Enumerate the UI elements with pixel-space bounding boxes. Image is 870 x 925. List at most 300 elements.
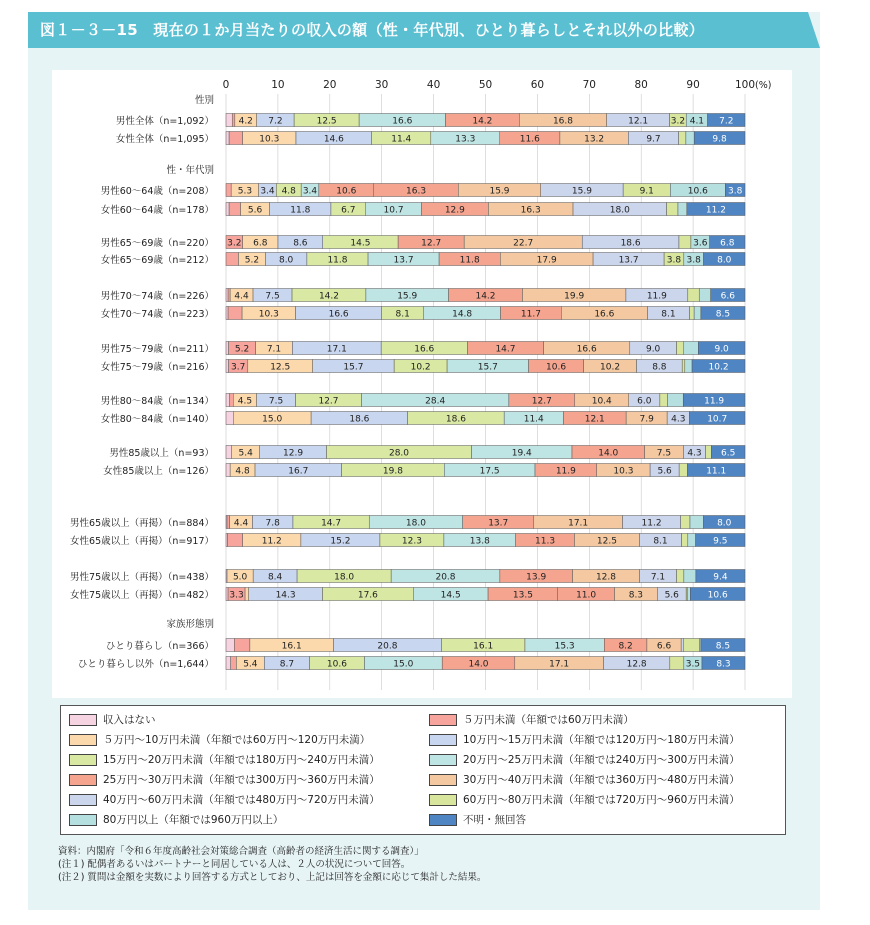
data-label: 6.8 bbox=[720, 238, 735, 249]
legend-item bbox=[69, 792, 380, 807]
bar-segment bbox=[226, 132, 229, 145]
data-label: 18.0 bbox=[334, 572, 355, 583]
data-label: 11.8 bbox=[459, 255, 480, 266]
legend-swatch bbox=[429, 794, 457, 806]
data-label: 16.8 bbox=[552, 116, 574, 127]
data-label: 3.4 bbox=[302, 186, 318, 197]
data-label: 14.8 bbox=[452, 309, 473, 320]
data-label: 6.8 bbox=[253, 238, 268, 249]
data-label: 13.7 bbox=[393, 255, 414, 266]
data-label: 11.2 bbox=[641, 518, 662, 529]
bar-segment bbox=[234, 639, 250, 652]
bar-segment bbox=[229, 132, 242, 145]
legend bbox=[60, 705, 786, 835]
data-label: 10.6 bbox=[687, 186, 708, 197]
data-label: 8.1 bbox=[661, 309, 676, 320]
bar-segment bbox=[687, 588, 690, 601]
data-label: 12.7 bbox=[421, 238, 442, 249]
x-tick-label: 80 bbox=[634, 79, 648, 91]
data-label: 10.7 bbox=[707, 414, 728, 425]
data-label: 5.6 bbox=[247, 205, 263, 216]
bar-segment bbox=[226, 588, 228, 601]
bar-segment bbox=[226, 394, 230, 407]
legend-swatch bbox=[69, 734, 97, 746]
data-label: 10.3 bbox=[258, 309, 279, 320]
data-label: 18.6 bbox=[620, 238, 641, 249]
data-label: 9.7 bbox=[646, 134, 661, 145]
bar-segment bbox=[706, 446, 712, 459]
row-label: 男性85歳以上（n=93） bbox=[109, 448, 214, 459]
data-label: 15.9 bbox=[489, 186, 510, 197]
data-label: 12.5 bbox=[270, 362, 291, 373]
bar-segment bbox=[688, 534, 696, 547]
data-label: 7.1 bbox=[266, 344, 282, 355]
bar-segment bbox=[228, 307, 242, 320]
data-label: 11.9 bbox=[704, 396, 725, 407]
bar-segment bbox=[684, 570, 696, 583]
data-label: 15.7 bbox=[477, 362, 498, 373]
data-label: 16.1 bbox=[473, 641, 494, 652]
data-label: 12.5 bbox=[316, 116, 337, 127]
data-label: 4.3 bbox=[687, 448, 702, 459]
data-label: 14.7 bbox=[321, 518, 342, 529]
bar-segment bbox=[676, 342, 683, 355]
data-label: 14.2 bbox=[318, 291, 339, 302]
data-label: 8.3 bbox=[716, 659, 731, 670]
data-label: 14.0 bbox=[468, 659, 489, 670]
data-label: 9.5 bbox=[713, 536, 728, 547]
data-label: 9.4 bbox=[713, 572, 728, 583]
bar-segment bbox=[226, 446, 232, 459]
bar-segment bbox=[227, 516, 230, 529]
legend-swatch bbox=[69, 754, 97, 766]
bar-segment bbox=[226, 307, 228, 320]
legend-item bbox=[69, 712, 156, 727]
legend-item bbox=[429, 752, 740, 767]
legend-label: 60万円〜80万円未満（年額では720万円〜960万円未満） bbox=[463, 794, 740, 806]
data-label: 18.6 bbox=[349, 414, 370, 425]
data-label: 9.1 bbox=[639, 186, 654, 197]
data-label: 8.7 bbox=[279, 659, 295, 670]
data-label: 15.9 bbox=[397, 291, 418, 302]
data-label: 4.8 bbox=[281, 186, 296, 197]
data-label: 5.4 bbox=[243, 659, 258, 670]
bar-segment bbox=[679, 464, 687, 477]
legend-item bbox=[429, 732, 740, 747]
data-label: 7.2 bbox=[268, 116, 283, 127]
row-label: 男性80〜84歳（n=134） bbox=[100, 396, 214, 407]
data-label: 4.4 bbox=[234, 291, 249, 302]
x-tick-label: 40 bbox=[426, 79, 441, 91]
data-label: 12.9 bbox=[283, 448, 304, 459]
row-label: 女性70〜74歳（n=223） bbox=[100, 309, 214, 320]
bar-segment bbox=[226, 289, 228, 302]
data-label: 7.8 bbox=[265, 518, 280, 529]
data-label: 20.8 bbox=[435, 572, 456, 583]
data-label: 20.8 bbox=[377, 641, 398, 652]
row-label: 男性70〜74歳（n=226） bbox=[100, 291, 214, 302]
x-tick-label: 70 bbox=[582, 79, 596, 91]
legend-swatch bbox=[429, 734, 457, 746]
data-label: 10.4 bbox=[591, 396, 612, 407]
legend-swatch bbox=[429, 754, 457, 766]
data-label: 11.8 bbox=[327, 255, 348, 266]
x-tick-label: 50 bbox=[478, 79, 493, 91]
bar-segment bbox=[694, 307, 701, 320]
bar-segment bbox=[228, 534, 243, 547]
legend-label: 10万円〜15万円未満（年額では120万円〜180万円未満） bbox=[463, 734, 740, 746]
row-label: 女性60〜64歳（n=178） bbox=[100, 205, 214, 216]
data-label: 17.1 bbox=[326, 344, 347, 355]
bar-segment bbox=[226, 253, 238, 266]
data-label: 14.6 bbox=[323, 134, 344, 145]
data-label: 7.2 bbox=[719, 116, 734, 127]
data-label: 6.7 bbox=[341, 205, 356, 216]
bar-segment bbox=[679, 236, 691, 249]
data-label: 13.9 bbox=[526, 572, 547, 583]
bar-segment bbox=[699, 289, 710, 302]
data-label: 28.0 bbox=[388, 448, 410, 459]
x-tick-label: 0 bbox=[222, 79, 230, 91]
data-label: 8.0 bbox=[717, 518, 732, 529]
x-tick-label: 90 bbox=[686, 79, 700, 91]
bar-segment bbox=[229, 203, 240, 216]
bar-segment bbox=[226, 114, 232, 127]
bar-segment bbox=[226, 412, 233, 425]
data-label: 8.2 bbox=[618, 641, 633, 652]
legend-label: 25万円〜30万円未満（年額では300万円〜360万円未満） bbox=[103, 774, 380, 786]
data-label: 8.1 bbox=[653, 536, 668, 547]
row-label: 女性65歳以上（再掲）（n=917） bbox=[70, 536, 214, 547]
legend-label: 40万円〜60万円未満（年額では480万円〜720万円未満） bbox=[103, 794, 380, 806]
data-label: 3.5 bbox=[685, 659, 701, 670]
legend-item bbox=[429, 712, 634, 727]
data-label: 3.7 bbox=[231, 362, 246, 373]
bar-segment bbox=[684, 342, 699, 355]
data-label: 3.6 bbox=[693, 238, 708, 249]
data-label: 13.5 bbox=[512, 590, 533, 601]
legend-label: 80万円以上（年額では960万円以上） bbox=[103, 814, 284, 826]
legend-item bbox=[429, 772, 740, 787]
data-label: 17.1 bbox=[549, 659, 570, 670]
data-label: 8.3 bbox=[628, 590, 644, 601]
data-label: 4.3 bbox=[671, 414, 686, 425]
row-label: 女性75〜79歳（n=216） bbox=[100, 362, 214, 373]
row-label: 女性全体（n=1,095） bbox=[115, 134, 214, 145]
data-label: 10.7 bbox=[383, 205, 404, 216]
bar-segment bbox=[231, 657, 237, 670]
data-label: 11.9 bbox=[646, 291, 667, 302]
data-label: 12.1 bbox=[628, 116, 649, 127]
x-tick-label: 60 bbox=[530, 79, 545, 91]
note-2: (注２) 質問は金額を実数により回答する方式としており、上記は回答を金額に応じて集計した結果。 bbox=[58, 872, 487, 883]
data-label: 3.8 bbox=[727, 186, 743, 197]
bar-segment bbox=[678, 203, 687, 216]
legend-swatch bbox=[429, 714, 457, 726]
bar-segment bbox=[686, 132, 694, 145]
data-label: 10.3 bbox=[259, 134, 280, 145]
data-label: 12.8 bbox=[626, 659, 647, 670]
data-label: 7.1 bbox=[650, 572, 666, 583]
data-label: 4.4 bbox=[233, 518, 249, 529]
data-label: 5.6 bbox=[664, 590, 679, 601]
data-label: 10.3 bbox=[613, 466, 634, 477]
legend-item bbox=[69, 752, 380, 767]
data-label: 15.3 bbox=[554, 641, 575, 652]
data-label: 8.4 bbox=[267, 572, 283, 583]
data-label: 13.7 bbox=[488, 518, 509, 529]
bar-segment bbox=[690, 516, 703, 529]
data-label: 17.9 bbox=[536, 255, 557, 266]
row-label: 女性85歳以上（n=126） bbox=[103, 466, 214, 477]
data-label: 6.5 bbox=[721, 448, 736, 459]
data-label: 17.5 bbox=[479, 466, 500, 477]
data-label: 13.8 bbox=[469, 536, 490, 547]
data-label: 8.6 bbox=[293, 238, 308, 249]
row-label: 男性65〜69歳（n=220） bbox=[100, 238, 214, 249]
x-tick-label: 20 bbox=[323, 79, 337, 91]
data-label: 7.9 bbox=[639, 414, 654, 425]
legend-swatch bbox=[429, 774, 457, 786]
data-label: 10.2 bbox=[410, 362, 431, 373]
data-label: 3.3 bbox=[229, 590, 244, 601]
data-label: 8.5 bbox=[715, 309, 731, 320]
data-label: 11.2 bbox=[705, 205, 726, 216]
data-label: 3.8 bbox=[666, 255, 682, 266]
data-label: 11.6 bbox=[519, 134, 540, 145]
data-label: 16.6 bbox=[392, 116, 413, 127]
bar-segment bbox=[232, 114, 235, 127]
legend-label: 不明・無回答 bbox=[463, 814, 526, 826]
data-label: 4.1 bbox=[689, 116, 705, 127]
x-tick-label: 30 bbox=[375, 79, 389, 91]
group-label: 性・年代別 bbox=[166, 165, 214, 176]
bar-segment bbox=[677, 570, 684, 583]
data-label: 16.3 bbox=[520, 205, 541, 216]
row-label: 女性75歳以上（再掲）（n=482） bbox=[70, 590, 214, 601]
data-label: 16.6 bbox=[328, 309, 349, 320]
data-label: 12.1 bbox=[584, 414, 605, 425]
group-label: 家族形態別 bbox=[166, 619, 214, 630]
bar-segment bbox=[670, 657, 684, 670]
bar-segment bbox=[660, 394, 668, 407]
data-label: 11.1 bbox=[706, 466, 727, 477]
data-label: 8.0 bbox=[717, 255, 732, 266]
group-label: 性別 bbox=[194, 95, 214, 106]
data-label: 19.9 bbox=[564, 291, 585, 302]
legend-label: ５万円未満（年額では60万円未満） bbox=[463, 714, 634, 726]
data-label: 12.7 bbox=[318, 396, 339, 407]
data-label: 28.4 bbox=[425, 396, 446, 407]
data-label: 6.6 bbox=[656, 641, 672, 652]
data-label: 15.9 bbox=[571, 186, 592, 197]
data-label: 10.6 bbox=[336, 186, 357, 197]
legend-swatch bbox=[69, 774, 97, 786]
data-label: 5.4 bbox=[238, 448, 253, 459]
data-label: 11.2 bbox=[261, 536, 282, 547]
data-label: 18.0 bbox=[405, 518, 426, 529]
row-label: 男性65歳以上（再掲）（n=884） bbox=[70, 518, 214, 529]
data-label: 14.3 bbox=[275, 590, 296, 601]
data-label: 16.7 bbox=[288, 466, 309, 477]
data-label: 14.2 bbox=[472, 116, 493, 127]
data-label: 15.2 bbox=[330, 536, 351, 547]
data-label: 18.6 bbox=[445, 414, 466, 425]
data-label: 9.0 bbox=[714, 344, 729, 355]
data-label: 11.9 bbox=[555, 466, 576, 477]
data-label: 12.7 bbox=[531, 396, 552, 407]
data-label: 4.5 bbox=[237, 396, 253, 407]
legend-label: ５万円〜10万円未満（年額では60万円〜120万円未満） bbox=[103, 734, 371, 746]
data-label: 4.8 bbox=[235, 466, 250, 477]
data-label: 15.0 bbox=[262, 414, 283, 425]
data-label: 16.6 bbox=[576, 344, 597, 355]
data-label: 3.2 bbox=[670, 116, 686, 127]
data-label: 12.5 bbox=[596, 536, 617, 547]
note-source: 資料：内閣府「令和６年度高齢社会対策総合調査（高齢者の経済生活に関する調査）」 bbox=[58, 846, 424, 857]
data-label: 15.0 bbox=[393, 659, 414, 670]
data-label: 3.2 bbox=[227, 238, 242, 249]
data-label: 10.2 bbox=[600, 362, 621, 373]
data-label: 13.3 bbox=[455, 134, 476, 145]
bar-segment bbox=[681, 516, 690, 529]
legend-item bbox=[429, 812, 526, 827]
data-label: 7.5 bbox=[268, 396, 284, 407]
data-label: 11.4 bbox=[523, 414, 544, 425]
bar-segment bbox=[681, 639, 684, 652]
data-label: 8.5 bbox=[715, 641, 731, 652]
data-label: 10.6 bbox=[707, 590, 728, 601]
data-label: 5.6 bbox=[657, 466, 672, 477]
bar-segment bbox=[685, 360, 692, 373]
legend-item bbox=[429, 792, 740, 807]
row-label: 男性75〜79歳（n=211） bbox=[100, 344, 214, 355]
x-axis-unit: (%) bbox=[755, 80, 772, 91]
data-label: 11.3 bbox=[535, 536, 556, 547]
data-label: 5.2 bbox=[244, 255, 260, 266]
figure-title: 図１－３－15 現在の１か月当たりの収入の額（性・年代別、ひとり暮らしとそれ以外の比較） bbox=[40, 21, 705, 39]
data-label: 19.8 bbox=[382, 466, 403, 477]
data-label: 14.5 bbox=[350, 238, 371, 249]
legend-swatch bbox=[429, 814, 457, 826]
data-label: 15.7 bbox=[343, 362, 364, 373]
row-label: ひとり暮らし以外（n=1,644） bbox=[77, 659, 214, 670]
data-label: 11.8 bbox=[290, 205, 311, 216]
bar-segment bbox=[689, 307, 694, 320]
data-label: 14.7 bbox=[495, 344, 516, 355]
data-label: 16.1 bbox=[281, 641, 302, 652]
bar-segment bbox=[679, 132, 686, 145]
legend-swatch bbox=[69, 714, 97, 726]
row-label: ひとり暮らし（n=366） bbox=[105, 641, 214, 652]
bar-segment bbox=[226, 657, 231, 670]
bar-segment bbox=[226, 203, 229, 216]
bar-segment bbox=[226, 360, 229, 373]
bar-segment bbox=[667, 203, 678, 216]
legend-item bbox=[69, 732, 370, 747]
data-label: 14.0 bbox=[598, 448, 619, 459]
bar-segment bbox=[230, 394, 234, 407]
bar-segment bbox=[668, 394, 684, 407]
data-label: 9.0 bbox=[645, 344, 661, 355]
data-label: 17.6 bbox=[357, 590, 378, 601]
data-label: 7.5 bbox=[265, 291, 280, 302]
data-label: 13.2 bbox=[584, 134, 605, 145]
data-label: 4.2 bbox=[238, 116, 253, 127]
data-label: 13.7 bbox=[618, 255, 639, 266]
data-label: 12.3 bbox=[401, 536, 422, 547]
data-label: 5.3 bbox=[237, 186, 253, 197]
row-label: 女性65〜69歳（n=212） bbox=[100, 255, 214, 266]
data-label: 6.6 bbox=[720, 291, 736, 302]
data-label: 22.7 bbox=[513, 238, 534, 249]
legend-swatch bbox=[69, 794, 97, 806]
data-label: 12.8 bbox=[595, 572, 616, 583]
data-label: 6.0 bbox=[637, 396, 652, 407]
bar-segment bbox=[688, 289, 699, 302]
data-label: 3.8 bbox=[686, 255, 701, 266]
bar-segment bbox=[682, 534, 688, 547]
legend-swatch bbox=[69, 814, 97, 826]
x-tick-label: 100 bbox=[734, 79, 756, 91]
row-label: 男性全体（n=1,092） bbox=[115, 116, 214, 127]
data-label: 16.6 bbox=[414, 344, 435, 355]
data-label: 10.6 bbox=[326, 659, 347, 670]
data-label: 19.4 bbox=[511, 448, 532, 459]
data-label: 14.5 bbox=[440, 590, 461, 601]
bar-segment bbox=[228, 289, 230, 302]
data-label: 11.4 bbox=[391, 134, 412, 145]
data-label: 10.2 bbox=[708, 362, 729, 373]
legend-label: 収入はない bbox=[103, 714, 156, 726]
legend-item bbox=[69, 772, 380, 787]
legend-label: 30万円〜40万円未満（年額では360万円〜480万円未満） bbox=[463, 774, 740, 786]
data-label: 3.4 bbox=[260, 186, 275, 197]
data-label: 14.2 bbox=[475, 291, 496, 302]
row-label: 女性80〜84歳（n=140） bbox=[100, 414, 214, 425]
bar-segment bbox=[226, 639, 234, 652]
bar-segment bbox=[245, 588, 249, 601]
source-notes bbox=[58, 845, 798, 884]
data-label: 16.3 bbox=[406, 186, 427, 197]
data-label: 9.8 bbox=[712, 134, 727, 145]
data-label: 5.0 bbox=[232, 572, 248, 583]
legend-item bbox=[69, 812, 283, 827]
bar-segment bbox=[226, 464, 230, 477]
x-tick-label: 10 bbox=[271, 79, 285, 91]
data-label: 8.1 bbox=[395, 309, 410, 320]
data-label: 5.2 bbox=[234, 344, 250, 355]
data-label: 12.9 bbox=[444, 205, 465, 216]
data-label: 18.0 bbox=[609, 205, 630, 216]
bar-segment bbox=[684, 639, 700, 652]
data-label: 11.7 bbox=[520, 309, 541, 320]
bar-segment bbox=[226, 342, 229, 355]
data-label: 11.0 bbox=[576, 590, 597, 601]
data-label: 8.8 bbox=[652, 362, 667, 373]
data-label: 17.1 bbox=[568, 518, 589, 529]
row-label: 男性60〜64歳（n=208） bbox=[100, 186, 214, 197]
legend-label: 15万円〜20万円未満（年額では180万円〜240万円未満） bbox=[103, 754, 380, 766]
bar-segment bbox=[226, 184, 231, 197]
data-label: 8.0 bbox=[278, 255, 294, 266]
data-label: 7.5 bbox=[656, 448, 672, 459]
bar-segment bbox=[682, 360, 685, 373]
legend-label: 20万円〜25万円未満（年額では240万円〜300万円未満） bbox=[463, 754, 740, 766]
row-label: 男性75歳以上（再掲）（n=438） bbox=[70, 572, 214, 583]
data-label: 10.6 bbox=[546, 362, 567, 373]
data-label: 16.6 bbox=[594, 309, 615, 320]
